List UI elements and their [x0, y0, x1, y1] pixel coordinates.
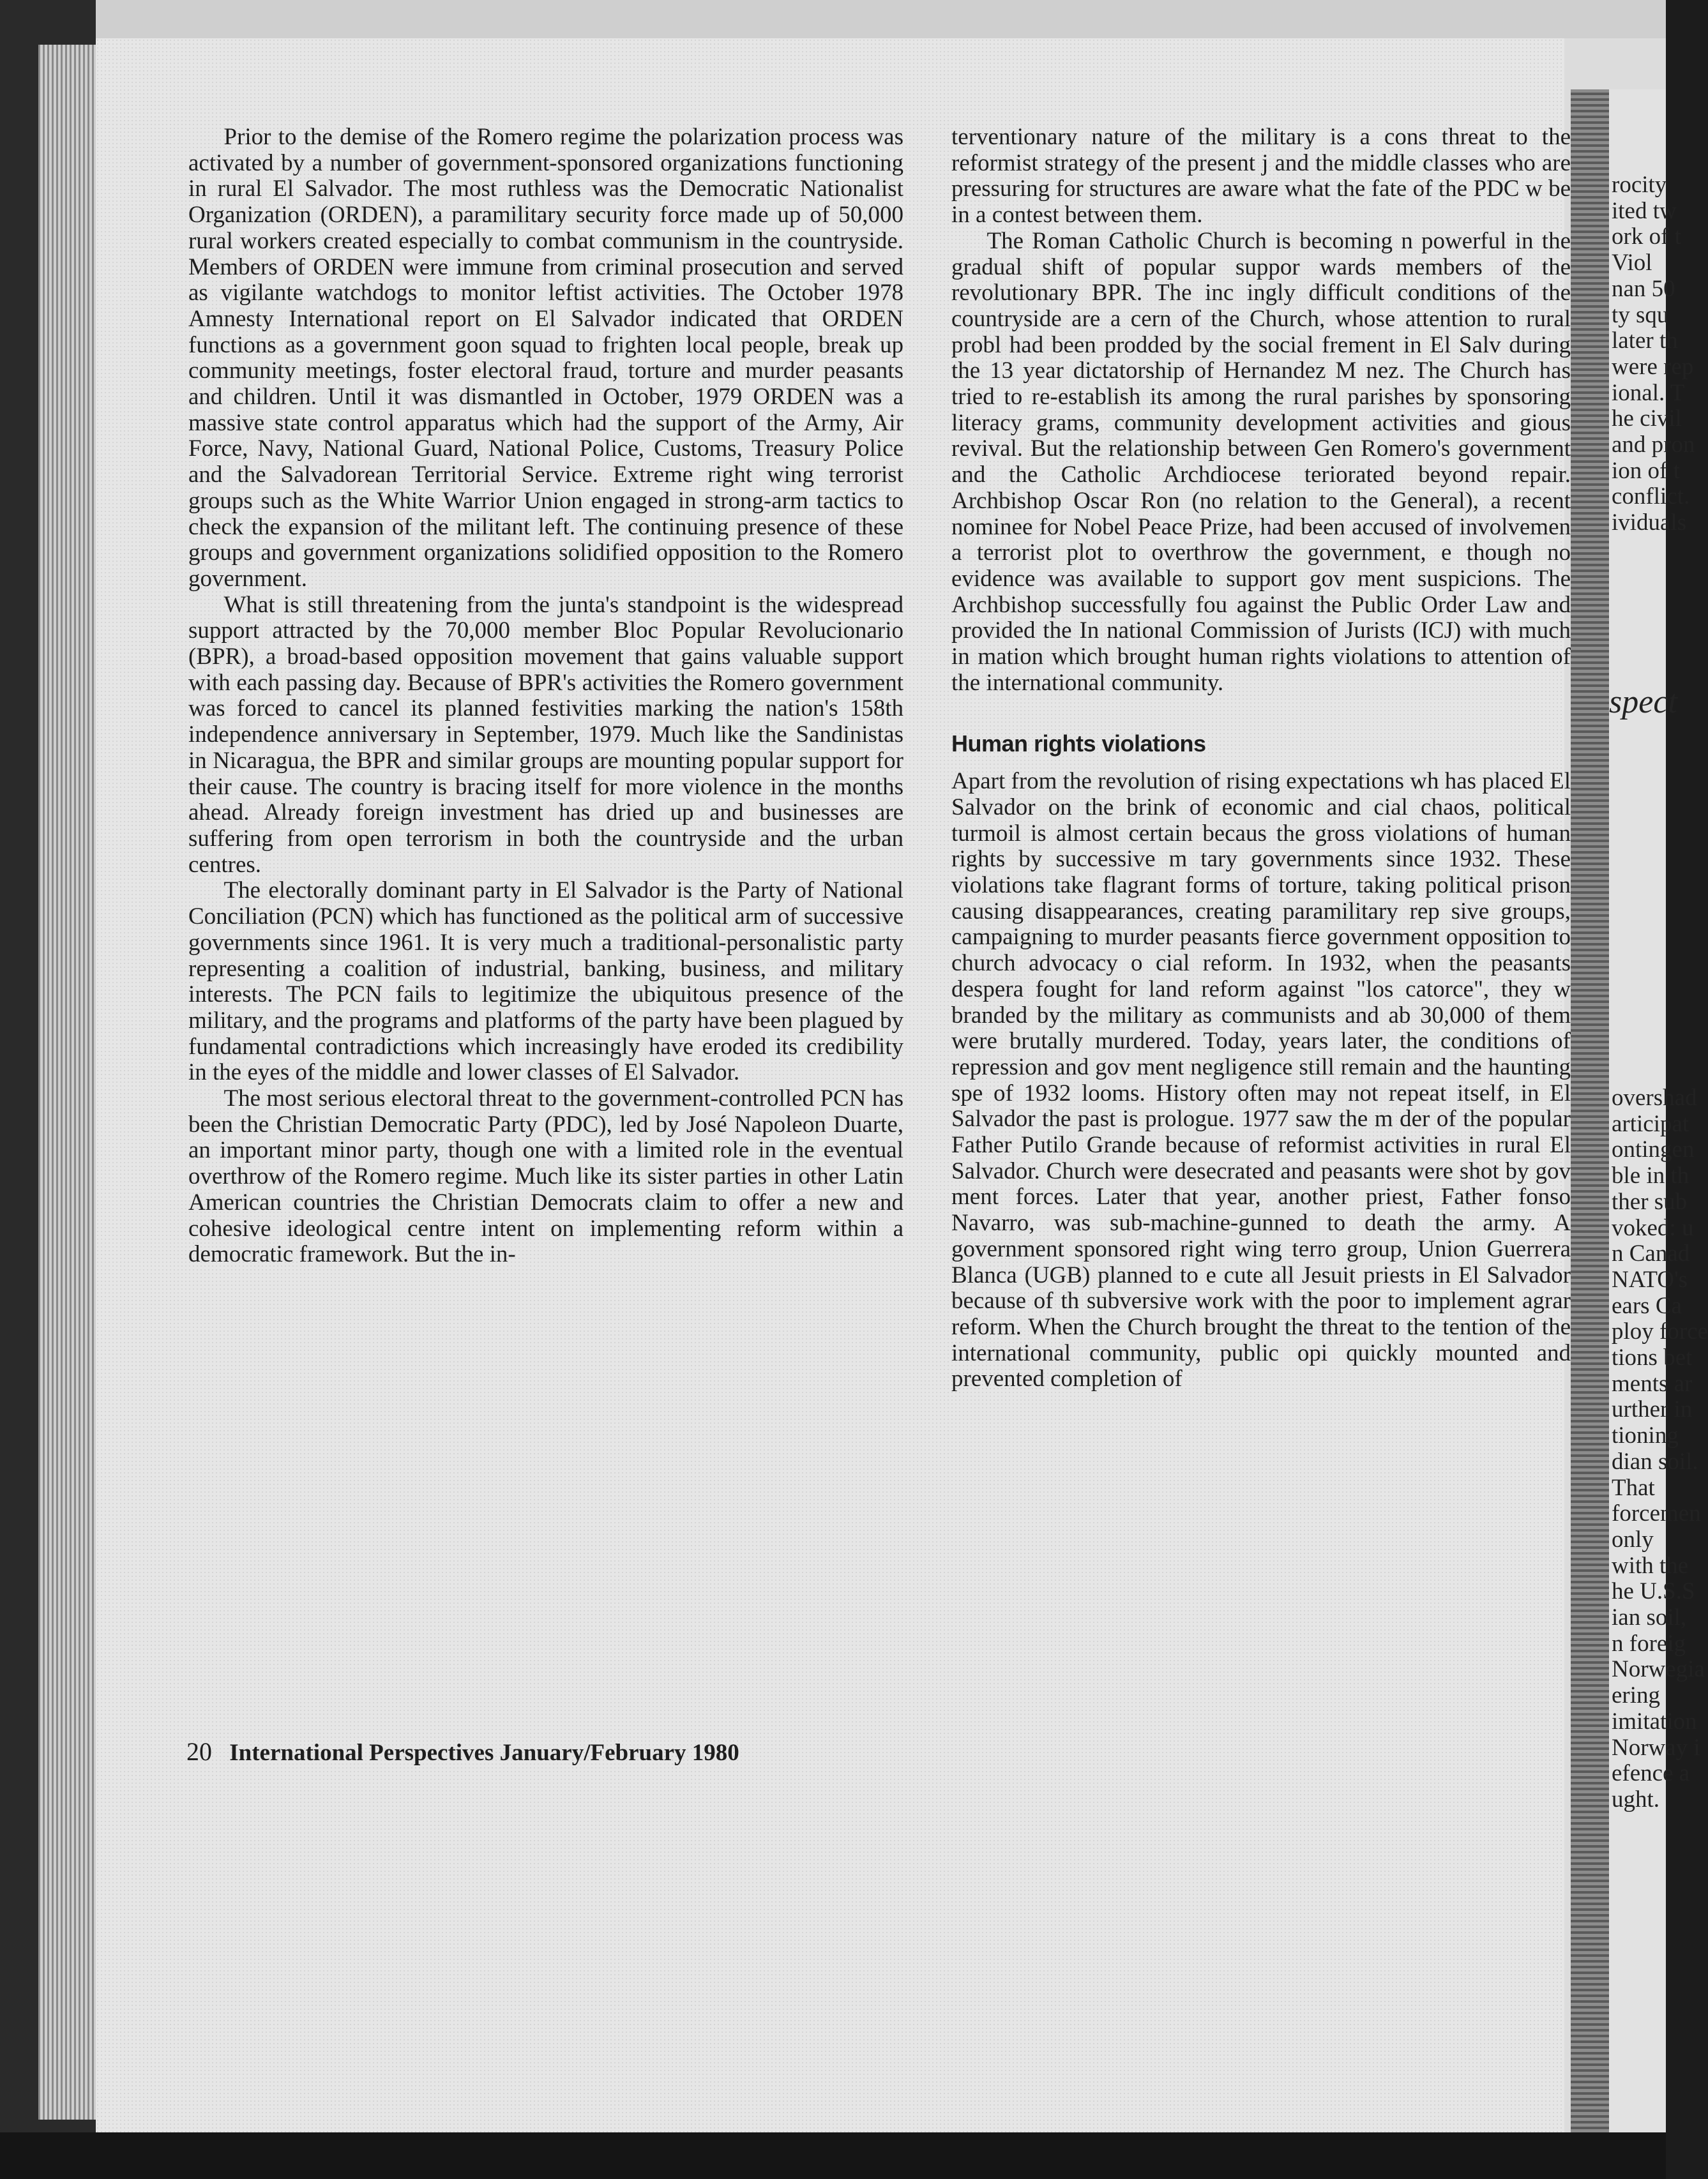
- bottom-scan-edge: [0, 2132, 1666, 2179]
- paragraph-human-rights: Apart from the revolution of rising expectations wh has placed El Salvador on the brink of economic and cial chaos, political turmoil is almost certain becaus the gross violations of human rights by successive m tary governments since 1932. These violations take flagrant forms of torture, taking political prison causing disappearances, creating paramilitary rep sive groups, campaigning to murder peasants fierce government opposition to church advocacy o cial reform. In 1932, when the peasants despera fought for land reform against "los catorce", they w branded by the military as communists and ab 30,000 of them were brutally murdered. Today, years later, the conditions of repression and gov ment negligence still remain and the haunting spe of 1932 looms. History often may not repeat itself, in El Salvador the past is prologue. 1977 saw the m der of the popular Father Putilo Grande because of reformist activities in rural El Salvador. Church were desecrated and peasants were shot by gov ment forces. Later that year, another priest, Father fonso Navarro, was sub-machine-gunned to death the army. A government sponsored right wing terro group, Union Guerrera Blanca (UGB) planned to e cute all Jesuit priests in El Salvador because of th subversive work with the poor to implement agrar reform. When the Church brought the threat to the tention of the international community, public opi quickly mounted and prevented completion of: [951, 768, 1571, 1392]
- facing-bottom-fragment: forcemen: [1612, 1500, 1701, 1527]
- facing-bottom-fragment: ments ar: [1612, 1370, 1693, 1397]
- facing-top-fragment: and pron: [1612, 432, 1695, 458]
- facing-page-edge: [1609, 89, 1708, 2158]
- facing-top-fragment: later th: [1612, 328, 1678, 354]
- facing-page-fragments-bottom: [1612, 1085, 1708, 1813]
- facing-top-fragment: ork of t: [1612, 223, 1681, 250]
- section-heading-human-rights: Human rights violations: [951, 730, 1206, 757]
- facing-top-fragment: ividuals: [1612, 509, 1687, 536]
- facing-top-fragment: ty squ: [1612, 301, 1669, 328]
- facing-bottom-fragment: NATO's: [1612, 1266, 1688, 1293]
- facing-bottom-fragment: ble in th: [1612, 1163, 1689, 1189]
- facing-top-fragment: ional. T: [1612, 379, 1685, 406]
- facing-bottom-fragment: articipat: [1612, 1110, 1689, 1137]
- facing-page-fragments-top: [1612, 172, 1695, 536]
- facing-bottom-fragment: urther in: [1612, 1396, 1693, 1423]
- top-scan-edge: [0, 0, 1666, 38]
- paragraph-pcn: The electorally dominant party in El Salvador is the Party of National Conciliation (PCN) which has functioned as the political arm of successive governments since 1961. It is very much a traditional-personalistic party representing a coalition of industrial, banking, business, and military interests. The PCN fails to legitimize the ubiquitous presence of the military, and the programs and platforms of the party have been plagued by fundamental contradictions which increasingly have eroded its credibility in the eyes of the middle and lower classes of El Salvador.: [188, 877, 903, 1086]
- facing-bottom-fragment: ther sub: [1612, 1188, 1688, 1215]
- paragraph-pdc: The most serious electoral threat to the government-controlled PCN has been the Christian Democratic Party (PDC), led by José Napoleon Duarte, an important minor party, though one with a limited role in the eventual overthrow of the Romero regime. Much like its sister parties in other Latin American countries the Christian Democrats claim to offer a new and cohesive ideological centre intent on implementing reform within a democratic framework. But the in-: [188, 1085, 903, 1268]
- facing-bottom-fragment: he U.S.S: [1612, 1578, 1695, 1605]
- page-number: 20: [186, 1737, 212, 1766]
- paragraph-continuation: terventionary nature of the military is a cons threat to the reformist strategy of the present j and the middle classes who are pressuring for structures are aware what the fate of the PDC w be in a contest between them.: [951, 124, 1571, 229]
- facing-bottom-fragment: only: [1612, 1526, 1654, 1553]
- facing-top-fragment: nan 50: [1612, 275, 1675, 302]
- facing-top-fragment: were rep: [1612, 353, 1694, 380]
- facing-top-fragment: conflict.: [1612, 483, 1690, 510]
- page-gutter-shadow: [1571, 89, 1609, 2158]
- facing-bottom-fragment: n Canad: [1612, 1240, 1690, 1267]
- facing-bottom-fragment: That: [1612, 1474, 1655, 1501]
- facing-bottom-fragment: imitation: [1612, 1708, 1697, 1735]
- facing-bottom-fragment: ploy force: [1612, 1318, 1708, 1345]
- paragraph-church: The Roman Catholic Church is becoming n powerful in the gradual shift of popular suppor wards members of the revolutionary BPR. The inc ingly difficult conditions of the countryside are a cern of the Church, whose attention to rural probl had been prodded by the social frement in El Salv during the 13 year dictatorship of Hernandez M nez. The Church has tried to re-establish its among the rural parishes by sponsoring literacy grams, community development activities and gious revival. But the relationship between Gen Romero's government and the Catholic Archdiocese teriorated beyond repair. Archbishop Oscar Ron (no relation to the General), a recent nominee for Nobel Peace Prize, had been accused of involvemen a terrorist plot to overthrow the government, e though no evidence was available to support gov ment suspicions. The Archbishop successfully fou against the Public Order Law and provided the In national Commission of Jurists (ICJ) with much in mation which brought human rights violations to attention of the international community.: [951, 227, 1571, 696]
- paragraph-orden: Prior to the demise of the Romero regime the polarization process was activated by a number of government-sponsored organizations functioning in rural El Salvador. The most ruthless was the Democratic Nationalist Organization (ORDEN), a paramilitary security force made up of 50,000 rural workers created especially to combat communism in the countryside. Members of ORDEN were immune from criminal prosecution and served as vigilante watchdogs to monitor leftist activities. The October 1978 Amnesty International report on El Salvador indicated that ORDEN functions as a government goon squad to frighten local people, break up community meetings, foster electoral fraud, torture and murder peasants and children. Until it was dismantled in October, 1979 ORDEN was a massive state control apparatus which had the support of the Army, Air Force, Navy, National Guard, National Police, Customs, Treasury Police and the Salvadorean Territorial Service. Extreme right wing terrorist groups such as the White Warrior Union engaged in strong-arm tactics to check the expansion of the militant left. The continuing presence of these groups and government organizations solidified opposition to the Romero government.: [188, 124, 903, 592]
- facing-bottom-fragment: with the: [1612, 1552, 1689, 1579]
- book-spine-edge: [38, 45, 102, 2120]
- facing-bottom-fragment: ering: [1612, 1682, 1661, 1709]
- facing-top-fragment: rocity: [1612, 172, 1667, 198]
- facing-top-fragment: ited tw: [1612, 197, 1677, 224]
- article-column-left: [188, 124, 903, 1268]
- facing-bottom-fragment: tions bet: [1612, 1345, 1693, 1371]
- facing-bottom-fragment: overshad: [1612, 1085, 1697, 1111]
- article-column-right: [951, 124, 1571, 1392]
- facing-bottom-fragment: Norway i: [1612, 1734, 1700, 1761]
- page-footer: [186, 1737, 739, 1767]
- facing-bottom-fragment: ian soil,: [1612, 1604, 1687, 1631]
- paragraph-bpr: What is still threatening from the junta's standpoint is the widespread support attracted by the 70,000 member Bloc Popular Revolucionario (BPR), a broad-based opposition movement that gains valuable support with each passing day. Because of BPR's activities the Romero government was forced to cancel its planned festivities marking the nation's 158th independence anniversary in September, 1979. Much like the Sandinistas in Nicaragua, the BPR and similar groups are mounting popular support for their cause. The country is bracing itself for more violence in the months ahead. Already foreign investment has dried up and businesses are suffering from open terrorism in both the countryside and the urban centres.: [188, 591, 903, 878]
- facing-bottom-fragment: ught.: [1612, 1786, 1660, 1813]
- facing-top-fragment: he civil: [1612, 405, 1682, 432]
- facing-bottom-fragment: tioning: [1612, 1422, 1679, 1449]
- publication-title: International Perspectives January/February 1980: [229, 1740, 739, 1766]
- facing-bottom-fragment: dian soil.: [1612, 1448, 1698, 1475]
- facing-top-fragment: ion of t: [1612, 457, 1680, 484]
- facing-top-fragment: Viol: [1612, 250, 1652, 276]
- facing-bottom-fragment: n foreig: [1612, 1630, 1686, 1657]
- facing-bottom-fragment: efence a: [1612, 1760, 1690, 1787]
- facing-page-heading-fragment: spect: [1609, 684, 1677, 720]
- facing-bottom-fragment: ears Ca: [1612, 1292, 1682, 1319]
- facing-bottom-fragment: Norwegia: [1612, 1656, 1705, 1683]
- facing-bottom-fragment: voked: u: [1612, 1214, 1694, 1241]
- facing-bottom-fragment: ontingen: [1612, 1136, 1695, 1163]
